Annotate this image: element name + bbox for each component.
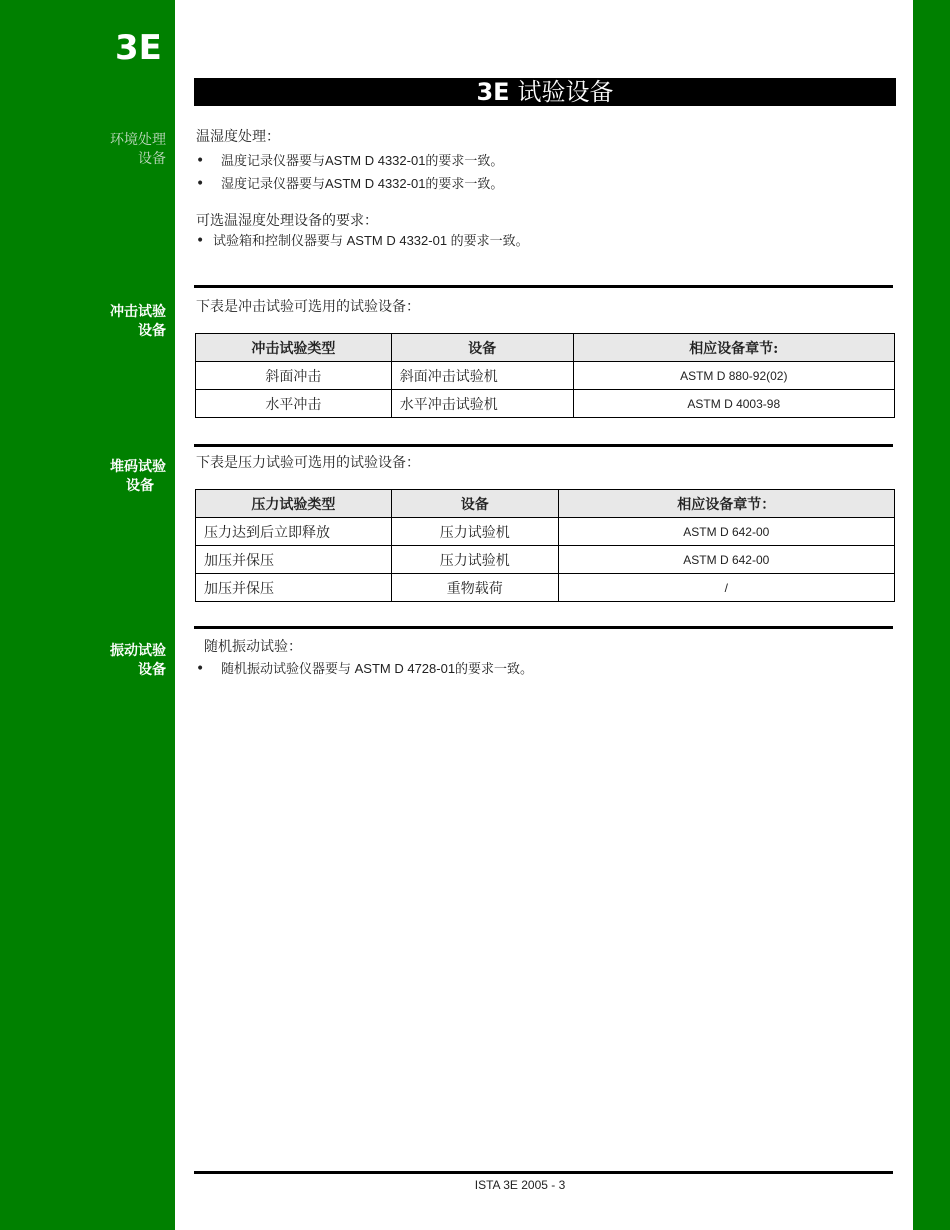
- vibration-heading: 随机振动试验：: [204, 639, 302, 655]
- page-footer: ISTA 3E 2005 - 3: [474, 1178, 566, 1192]
- table-row: [196, 546, 895, 574]
- optional-conditioning-bullet: • 试验箱和控制仪器要与 ASTM D 4332-01 的要求一致。: [196, 233, 529, 249]
- table-cell: 压力试验机: [391, 546, 558, 574]
- table-row: [196, 362, 895, 390]
- table-cell: ASTM D 642-00: [558, 518, 894, 546]
- table-cell: 水平冲击试验机: [391, 390, 573, 418]
- left-sidebar: [0, 0, 175, 1230]
- table-cell: 斜面冲击试验机: [391, 362, 573, 390]
- table-cell: 压力达到后立即释放: [196, 518, 392, 546]
- shock-intro: 下表是冲击试验可选用的试验设备：: [196, 299, 420, 315]
- page-title-code: 3E: [476, 78, 510, 106]
- table-header-cell: 相应设备章节:: [573, 334, 894, 362]
- conditioning-bullet: • 湿度记录仪器要与ASTM D 4332-01的要求一致。: [196, 176, 504, 192]
- table-cell: ASTM D 880-92(02): [573, 362, 894, 390]
- right-sidebar: [913, 0, 950, 1230]
- table-cell: 斜面冲击: [196, 362, 392, 390]
- table-row: [196, 574, 895, 602]
- optional-conditioning-heading: 可选温湿度处理设备的要求：: [196, 213, 378, 229]
- section-divider: [194, 285, 893, 288]
- shock-label: 冲击试验 设备: [110, 304, 166, 339]
- table-cell: /: [558, 574, 894, 602]
- table-cell: ASTM D 4003-98: [573, 390, 894, 418]
- table-header-cell: 冲击试验类型: [196, 334, 392, 362]
- table-header-cell: 相应设备章节：: [558, 490, 894, 518]
- shock-equipment-table: [195, 333, 895, 418]
- table-header-cell: 设备: [391, 490, 558, 518]
- table-row: [196, 390, 895, 418]
- conditioning-bullet: • 温度记录仪器要与ASTM D 4332-01的要求一致。: [196, 153, 504, 169]
- table-row: [196, 518, 895, 546]
- table-cell: 加压并保压: [196, 574, 392, 602]
- table-cell: 水平冲击: [196, 390, 392, 418]
- table-header-cell: 压力试验类型: [196, 490, 392, 518]
- section-divider: [194, 626, 893, 629]
- conditioning-label: 环境处理 设备: [110, 132, 166, 167]
- vibration-label: 振动试验 设备: [110, 643, 166, 678]
- section-divider: [194, 444, 893, 447]
- table-header-row: [196, 490, 895, 518]
- footer-divider: [194, 1171, 893, 1174]
- page-title: [194, 78, 896, 106]
- compression-equipment-table: [195, 489, 895, 602]
- table-cell: 压力试验机: [391, 518, 558, 546]
- table-header-cell: 设备: [391, 334, 573, 362]
- compression-intro: 下表是压力试验可选用的试验设备：: [196, 455, 420, 471]
- conditioning-heading: 温湿度处理：: [196, 129, 280, 145]
- page-title-text: 试验设备: [517, 78, 614, 106]
- table-header-row: [196, 334, 895, 362]
- doc-id: 3E: [115, 28, 162, 68]
- table-cell: 加压并保压: [196, 546, 392, 574]
- table-cell: ASTM D 642-00: [558, 546, 894, 574]
- table-cell: 重物载荷: [391, 574, 558, 602]
- vibration-bullet: • 随机振动试验仪器要与 ASTM D 4728-01的要求一致。: [196, 661, 534, 677]
- compression-label: 堆码试验 设备: [110, 459, 166, 494]
